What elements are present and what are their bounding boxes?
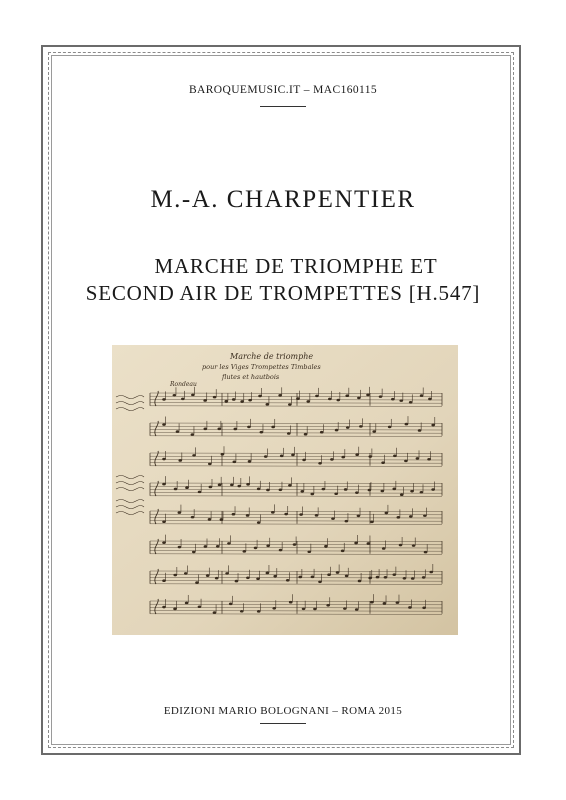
work-title-line1: MARCHE DE TRIOMPHE ET bbox=[154, 254, 438, 278]
work-title-line2: SECOND AIR DE TROMPETTES [H.547] bbox=[85, 281, 481, 305]
header-divider bbox=[260, 106, 306, 107]
manuscript-facsimile-image bbox=[112, 345, 458, 635]
composer-name: M.-A. CHARPENTIER bbox=[150, 186, 416, 213]
catalog-number: BAROQUEMUSIC.IT – MAC160115 bbox=[188, 84, 378, 96]
work-title bbox=[0, 253, 566, 307]
manuscript-heading-3: flutes et hautbois bbox=[222, 373, 280, 381]
manuscript-heading-1: Marche de triomphe bbox=[230, 352, 314, 361]
manuscript-tempo-marking: Rondeau bbox=[170, 381, 197, 388]
publisher-line: EDIZIONI MARIO BOLOGNANI – ROMA 2015 bbox=[163, 705, 403, 717]
manuscript-drawing bbox=[112, 345, 458, 635]
footer-divider bbox=[260, 723, 306, 724]
manuscript-heading-2: pour les Viges Trompettes Timbales bbox=[202, 363, 321, 371]
